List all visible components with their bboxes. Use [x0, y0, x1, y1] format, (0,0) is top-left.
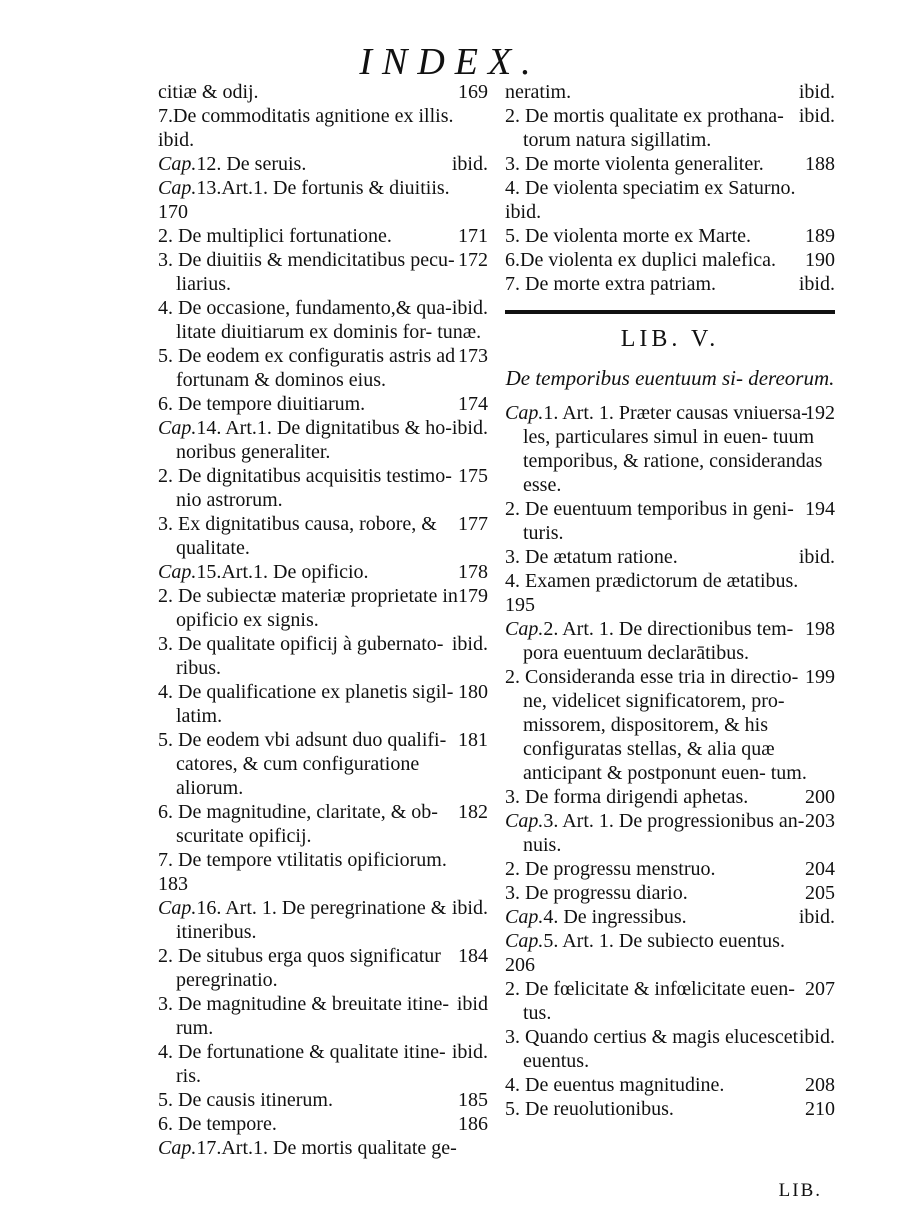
entry-text: 16. Art. 1. De peregrinatione & itineribus. — [176, 897, 447, 943]
entry-text: 7. De tempore vtilitatis opificiorum. — [158, 849, 447, 871]
page-number: ibid. — [798, 546, 835, 568]
page-number: 174 — [458, 393, 488, 415]
section-divider — [505, 310, 835, 314]
index-entry — [505, 1073, 835, 1097]
left-index-column — [158, 80, 488, 1160]
chapter-tag: Cap. — [158, 561, 197, 583]
index-entry-body — [158, 872, 488, 896]
index-entry-body — [505, 857, 835, 881]
page-number: 203 — [805, 810, 835, 832]
page-number: 171 — [458, 225, 488, 247]
index-entry-body — [158, 1040, 488, 1088]
index-entry-body — [505, 929, 835, 953]
index-entry-body — [158, 944, 488, 992]
page-number: 190 — [805, 249, 835, 271]
index-entry-body — [505, 905, 835, 929]
page-number: 182 — [458, 801, 488, 823]
chapter-tag: Cap. — [505, 906, 544, 928]
index-entry — [505, 617, 835, 665]
index-entry-body — [158, 800, 488, 848]
index-entry-body — [158, 1088, 488, 1112]
index-entry — [158, 344, 488, 392]
page-number: 184 — [458, 945, 488, 967]
index-entry-body — [158, 848, 488, 872]
index-entry — [158, 416, 488, 464]
entry-text: 6. De tempore diuitiarum. — [158, 393, 366, 415]
index-entry — [158, 560, 488, 584]
index-entry — [158, 1136, 488, 1160]
index-entry — [505, 272, 835, 296]
right-index-top — [505, 80, 835, 296]
index-entry — [505, 953, 835, 977]
index-entry-body — [505, 497, 835, 545]
entry-text: 2. De dignitatibus acquisitis testimo- nio astrorum. — [158, 465, 452, 511]
index-entry — [158, 296, 488, 344]
chapter-tag: Cap. — [505, 618, 544, 640]
entry-text: 5. De reuolutionibus. — [505, 1098, 674, 1120]
chapter-tag: Cap. — [505, 402, 544, 424]
index-entry-body — [158, 992, 488, 1040]
entry-text: 12. De seruis. — [196, 153, 307, 175]
entry-text: ibid. — [158, 129, 195, 151]
index-entry-body — [505, 401, 835, 497]
index-entry — [158, 392, 488, 416]
index-entry-body — [158, 896, 488, 944]
index-entry — [158, 800, 488, 848]
entry-text: 7.De commoditatis agnitione ex illis. — [158, 105, 454, 127]
index-entry — [158, 200, 488, 224]
page-number: 208 — [805, 1074, 835, 1096]
index-entry-body — [158, 224, 488, 248]
entry-text: ibid. — [505, 201, 542, 223]
page-number: 177 — [458, 513, 488, 535]
entry-text: 2. De subiectæ materiæ proprietate in opificio ex signis. — [158, 585, 458, 631]
index-entry-body — [505, 569, 835, 593]
index-entry — [505, 224, 835, 248]
index-entry-body — [158, 560, 488, 584]
entry-text: 2. De multiplici fortunatione. — [158, 225, 392, 247]
page-number: ibid. — [798, 1026, 835, 1048]
entry-text: 2. Art. 1. De directionibus tem- pora euentuum declarātibus. — [523, 618, 794, 664]
entry-text: 5. De violenta morte ex Marte. — [505, 225, 752, 247]
index-entry-body — [158, 728, 488, 800]
page-number: 204 — [805, 858, 835, 880]
index-entry-body — [505, 1097, 835, 1121]
page-number: ibid. — [798, 105, 835, 127]
page-number: 186 — [458, 1113, 488, 1135]
index-entry — [158, 992, 488, 1040]
chapter-tag: Cap. — [158, 177, 197, 199]
index-entry — [505, 665, 835, 785]
page-number: 199 — [805, 666, 835, 688]
page-number: ibid. — [451, 633, 488, 655]
index-entry — [505, 248, 835, 272]
index-entry — [505, 497, 835, 545]
index-entry — [505, 104, 835, 152]
index-entry — [505, 545, 835, 569]
index-entry — [158, 176, 488, 200]
index-entry — [158, 848, 488, 872]
entry-text: 2. De progressu menstruo. — [505, 858, 716, 880]
entry-text: 2. Consideranda esse tria in directio- ne, videlicet significatorem, pro- missorem, dispositorem, & his configuratas stellas, & alia quæ anticipant & postponunt euen- tum. — [505, 666, 807, 784]
page-number: 181 — [458, 729, 488, 751]
page-number: ibid. — [798, 906, 835, 928]
index-entry-body — [158, 1112, 488, 1136]
index-entry — [505, 401, 835, 497]
index-entry — [505, 905, 835, 929]
page-number: 194 — [805, 498, 835, 520]
index-entry-body — [158, 80, 488, 104]
index-entry-body — [505, 152, 835, 176]
index-entry — [505, 1097, 835, 1121]
entry-text: 3. De diuitiis & mendicitatibus pecu- liarius. — [158, 249, 455, 295]
index-entry-body — [505, 665, 835, 785]
index-entry — [505, 881, 835, 905]
index-entry-body — [158, 632, 488, 680]
index-entry-body — [158, 128, 488, 152]
index-entry-body — [158, 248, 488, 296]
index-entry — [158, 512, 488, 560]
index-entry — [158, 632, 488, 680]
index-entry — [158, 680, 488, 728]
entry-text: neratim. — [505, 81, 572, 103]
index-entry-body — [158, 344, 488, 392]
index-entry-body — [505, 104, 835, 152]
page-number: 180 — [458, 681, 488, 703]
entry-text: 4. De euentus magnitudine. — [505, 1074, 725, 1096]
right-index-bottom — [505, 401, 835, 1121]
right-index-column — [505, 80, 835, 1121]
entry-text: 3. Ex dignitatibus causa, robore, & qualitate. — [158, 513, 437, 559]
entry-text: 5. De eodem vbi adsunt duo qualifi- catores, & cum configuratione aliorum. — [158, 729, 447, 799]
index-entry-body — [505, 593, 835, 617]
page-number: 178 — [458, 561, 488, 583]
index-entry — [158, 896, 488, 944]
entry-text: citiæ & odij. — [158, 81, 259, 103]
index-entry — [158, 104, 488, 128]
index-entry — [158, 872, 488, 896]
index-entry-body — [505, 977, 835, 1025]
entry-text: 7. De morte extra patriam. — [505, 273, 717, 295]
page-number: 185 — [458, 1089, 488, 1111]
index-entry — [158, 248, 488, 296]
index-entry-body — [505, 176, 835, 200]
index-entry-body — [505, 881, 835, 905]
catchword: LIB. — [778, 1180, 822, 1201]
entry-text: 4. De violenta speciatim ex Saturno. — [505, 177, 796, 199]
page-number: 205 — [805, 882, 835, 904]
index-entry-body — [158, 392, 488, 416]
entry-text: 4. De occasione, fundamento,& qua- litate diuitiarum ex dominis for- tunæ. — [158, 297, 482, 343]
entry-text: 13.Art.1. De fortunis & diuitiis. — [196, 177, 450, 199]
index-entry-body — [505, 785, 835, 809]
entry-text: 2. De fœlicitate & infœlicitate euen- tus. — [505, 978, 795, 1024]
index-entry-body — [158, 200, 488, 224]
index-entry — [505, 1025, 835, 1073]
index-entry-body — [158, 584, 488, 632]
index-entry-body — [158, 152, 488, 176]
index-entry-body — [158, 680, 488, 728]
page-number: ibid. — [451, 153, 488, 175]
entry-text: 5. De eodem ex configuratis astris ad fortunam & dominos eius. — [158, 345, 456, 391]
chapter-tag: Cap. — [158, 897, 197, 919]
page-number: 188 — [805, 153, 835, 175]
index-entry-body — [505, 617, 835, 665]
index-entry-body — [158, 176, 488, 200]
index-entry — [505, 809, 835, 857]
entry-text: 3. De morte violenta generaliter. — [505, 153, 764, 175]
entry-text: 6. De magnitudine, claritate, & ob- scuritate opificij. — [158, 801, 438, 847]
page-number: 173 — [458, 345, 488, 367]
index-entry-body — [158, 416, 488, 464]
index-title: INDEX. — [359, 41, 541, 83]
index-entry — [158, 80, 488, 104]
entry-text: 1. Art. 1. Præter causas vniuersa- les, particulares simul in euen- tuum temporibus, & ratione, considerandas esse. — [523, 402, 823, 496]
index-entry-body — [158, 296, 488, 344]
index-entry-body — [505, 545, 835, 569]
entry-text: 2. De euentuum temporibus in geni- turis. — [505, 498, 794, 544]
index-entry — [158, 1088, 488, 1112]
index-entry-body — [505, 272, 835, 296]
entry-text: 3. De progressu diario. — [505, 882, 688, 904]
page-number: ibid. — [798, 273, 835, 295]
index-entry — [158, 944, 488, 992]
page-number: 179 — [458, 585, 488, 607]
entry-text: 195 — [505, 594, 535, 616]
entry-text: 17.Art.1. De mortis qualitate ge- — [196, 1137, 457, 1159]
entry-text: 3. De qualitate opificij à gubernato- ribus. — [158, 633, 444, 679]
page-number: 207 — [805, 978, 835, 1000]
page-number: ibid. — [451, 417, 488, 439]
page-number: ibid. — [451, 297, 488, 319]
entry-text: 3. De ætatum ratione. — [505, 546, 678, 568]
index-entry-body — [505, 1073, 835, 1097]
entry-text: 15.Art.1. De opificio. — [196, 561, 369, 583]
chapter-tag: Cap. — [505, 810, 544, 832]
page-number: ibid — [456, 993, 488, 1015]
entry-text: 6. De tempore. — [158, 1113, 277, 1135]
entry-text: 4. De ingressibus. — [543, 906, 687, 928]
index-entry-body — [505, 224, 835, 248]
index-entry — [158, 728, 488, 800]
section-subtitle: De temporibus euentuum si- dereorum. — [505, 366, 835, 390]
index-entry — [505, 569, 835, 593]
index-entry — [158, 1112, 488, 1136]
entry-text: 4. De qualificatione ex planetis sigil- latim. — [158, 681, 454, 727]
page-number: 172 — [458, 249, 488, 271]
index-entry — [158, 152, 488, 176]
entry-text: 3. Quando certius & magis elucescet euentus. — [505, 1026, 799, 1072]
entry-text: 3. De forma dirigendi aphetas. — [505, 786, 749, 808]
index-entry-body — [505, 809, 835, 857]
index-entry-body — [505, 248, 835, 272]
page-number: ibid. — [798, 81, 835, 103]
entry-text: 206 — [505, 954, 535, 976]
index-entry — [158, 224, 488, 248]
index-entry — [505, 80, 835, 104]
index-entry — [505, 977, 835, 1025]
index-entry — [505, 176, 835, 200]
entry-text: 5. Art. 1. De subiecto euentus. — [543, 930, 785, 952]
page-number: 200 — [805, 786, 835, 808]
index-entry — [505, 857, 835, 881]
chapter-tag: Cap. — [505, 930, 544, 952]
index-entry-body — [158, 464, 488, 512]
entry-text: 183 — [158, 873, 188, 895]
entry-text: 3. De magnitudine & breuitate itine- rum. — [158, 993, 450, 1039]
index-entry — [158, 128, 488, 152]
page-number: ibid. — [451, 897, 488, 919]
page-number: 210 — [805, 1098, 835, 1120]
chapter-tag: Cap. — [158, 153, 197, 175]
index-entry-body — [505, 953, 835, 977]
index-entry-body — [158, 512, 488, 560]
index-entry-body — [505, 1025, 835, 1073]
entry-text: 5. De causis itinerum. — [158, 1089, 333, 1111]
page-number: ibid. — [451, 1041, 488, 1063]
entry-text: 170 — [158, 201, 188, 223]
page-number: 198 — [805, 618, 835, 640]
chapter-tag: Cap. — [158, 417, 197, 439]
index-entry-body — [158, 1136, 488, 1160]
index-entry — [158, 584, 488, 632]
entry-text: 3. Art. 1. De progressionibus an- nuis. — [523, 810, 805, 856]
index-entry-body — [505, 80, 835, 104]
entry-text: 6.De violenta ex duplici malefica. — [505, 249, 777, 271]
index-entry — [505, 785, 835, 809]
index-entry — [158, 464, 488, 512]
entry-text: 4. Examen prædictorum de ætatibus. — [505, 570, 799, 592]
index-entry — [505, 200, 835, 224]
entry-text: 4. De fortunatione & qualitate itine- ris. — [158, 1041, 446, 1087]
index-entry — [505, 929, 835, 953]
page-number: 192 — [805, 402, 835, 424]
entry-text: 14. Art.1. De dignitatibus & ho- noribus generaliter. — [176, 417, 452, 463]
page-number: 189 — [805, 225, 835, 247]
chapter-tag: Cap. — [158, 1137, 197, 1159]
page-number: 169 — [458, 81, 488, 103]
page-number: 175 — [458, 465, 488, 487]
entry-text: 2. De situbus erga quos significatur peregrinatio. — [158, 945, 441, 991]
index-entry — [505, 152, 835, 176]
index-entry-body — [158, 104, 488, 128]
section-title: LIB. V. — [620, 326, 720, 352]
index-entry — [505, 593, 835, 617]
index-entry — [158, 1040, 488, 1088]
index-entry-body — [505, 200, 835, 224]
entry-text: 2. De mortis qualitate ex prothana- torum natura sigillatim. — [505, 105, 784, 151]
